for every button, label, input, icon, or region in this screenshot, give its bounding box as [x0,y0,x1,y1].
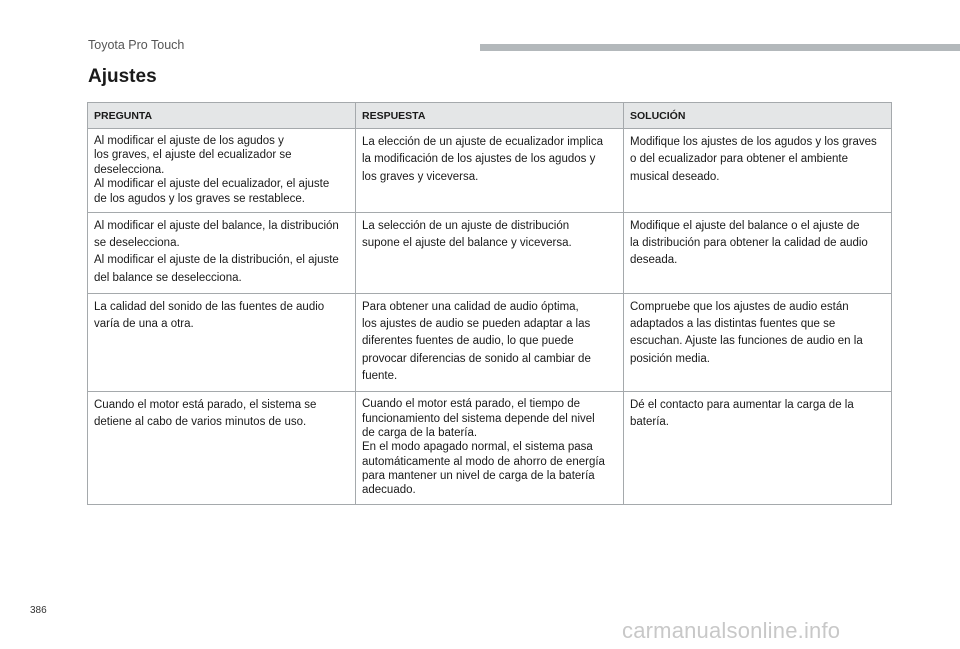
table-row [88,212,892,293]
troubleshooting-table [87,102,892,505]
question-cell: Cuando el motor está parado, el sistema se detiene al cabo de varios minutos de uso. [88,392,356,505]
answer-cell: La selección de un ajuste de distribución supone el ajuste del balance y viceversa. [356,212,624,293]
answer-cell: Para obtener una calidad de audio óptima, los ajustes de audio se pueden adaptar a las diferentes fuentes de audio, lo que puede provocar diferencias de sonido al cambiar de fuente. [356,293,624,391]
solution-cell: Modifique los ajustes de los agudos y los graves o del ecualizador para obtener el ambiente musical deseado. [624,129,892,213]
table-row [88,293,892,391]
answer-cell: La elección de un ajuste de ecualizador implica la modificación de los ajustes de los agudos y los graves y viceversa. [356,129,624,213]
table-row [88,392,892,505]
column-header-answer: RESPUESTA [356,103,624,129]
header-divider [480,44,960,51]
question-cell: Al modificar el ajuste de los agudos y los graves, el ajuste del ecualizador se deselecciona. Al modificar el ajuste del ecualizador, el ajuste de los agudos y los graves se restablece. [88,129,356,213]
column-header-solution: SOLUCIÓN [624,103,892,129]
solution-cell: Modifique el ajuste del balance o el ajuste de la distribución para obtener la calidad de audio deseada. [624,212,892,293]
page-number: 386 [30,605,47,616]
question-cell: La calidad del sonido de las fuentes de audio varía de una a otra. [88,293,356,391]
table-row [88,129,892,213]
section-title: Ajustes [88,66,157,87]
solution-cell: Dé el contacto para aumentar la carga de la batería. [624,392,892,505]
solution-cell: Compruebe que los ajustes de audio están adaptados a las distintas fuentes que se escuchan. Ajuste las funciones de audio en la posición media. [624,293,892,391]
question-cell: Al modificar el ajuste del balance, la distribución se deselecciona. Al modificar el ajuste de la distribución, el ajuste del balance se deselecciona. [88,212,356,293]
answer-cell: Cuando el motor está parado, el tiempo de funcionamiento del sistema depende del nivel de carga de la batería. En el modo apagado normal, el sistema pasa automáticamente al modo de ahorro de energía para mantener un nivel de carga de la batería adecuado. [356,392,624,505]
watermark-text: carmanualsonline.info [622,618,841,643]
manual-title: Toyota Pro Touch [88,38,185,52]
column-header-question: PREGUNTA [88,103,356,129]
table-header-row [88,103,892,129]
